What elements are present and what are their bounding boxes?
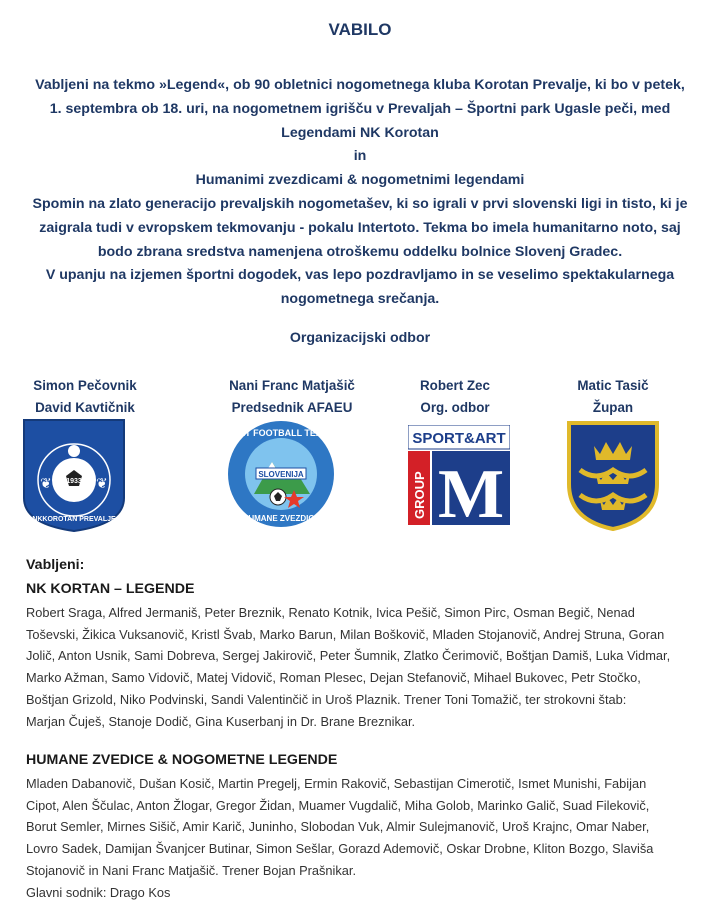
signatory-name: Nani Franc Matjašič bbox=[229, 378, 355, 393]
org-committee-heading: Organizacijski odbor bbox=[289, 330, 431, 346]
roster-line: Boštjan Grizold, Niko Podvinski, Sandi Valentinčič in Uroš Plaznik. Trener Toni Tomažič, ter strokovni štab: bbox=[26, 691, 627, 707]
intro-text bbox=[24, 74, 696, 312]
page-title: VABILO bbox=[328, 20, 392, 39]
roster-line: Toševski, Žikica Vuksanovič, Kristl Švab, Marko Barun, Milan Boškovič, Mladen Stojanovič, Andrej Struna, Goran bbox=[26, 626, 665, 642]
roster-line: Stojanovič in Nani Franc Matjašič. Trener Bojan Prašnikar. bbox=[26, 862, 357, 878]
roster-line: Marko Ažman, Samo Vidovič, Matej Vidovič, Roman Plesec, Dejan Stefanovič, Mihael Bukovec, Petr Stočko, bbox=[26, 670, 641, 686]
intro-line: Vabljeni na tekmo »Legend«, ob 90 obletnici nogometnega kluba Korotan Prevalje, ki bo v petek, bbox=[35, 77, 685, 93]
svg-text:❦: ❦ bbox=[40, 475, 52, 491]
referee-line: Glavni sodnik: Drago Kos bbox=[26, 884, 171, 900]
signatory-3 bbox=[370, 375, 540, 418]
signatory-name: Simon Pečovnik bbox=[33, 378, 137, 393]
intro-line: bodo zbrana sredstva namenjena otroškemu oddelku bolnice Slovenj Gradec. bbox=[97, 243, 623, 260]
signatory-role: Predsednik AFAEU bbox=[231, 399, 353, 415]
svg-text:❦: ❦ bbox=[96, 475, 108, 491]
afaeu-logo bbox=[226, 418, 336, 530]
invited-label: Vabljeni: bbox=[26, 557, 85, 573]
intro-line: nogometnega srečanja. bbox=[280, 291, 440, 308]
intro-line: 1. septembra ob 18. uri, na nogometnem igrišču v Prevaljah – Športni park Ugasle peči, med bbox=[49, 100, 671, 117]
korotan-year: 1933 bbox=[66, 478, 82, 485]
signatory-role: Župan bbox=[592, 399, 634, 415]
intro-line: Legendami NK Korotan bbox=[281, 124, 439, 141]
roster-line: Jolič, Anton Usnik, Sami Dobreva, Sergej Jakirovič, Peter Šumnik, Zlatko Čerimovič, Boštjan Damiš, Luka Vidmar, bbox=[26, 648, 671, 664]
roster-line: Marjan Čuješ, Stanoje Dodič, Gina Kuserbanj in Dr. Brane Breznikar. bbox=[26, 713, 416, 729]
team1-roster bbox=[26, 602, 706, 732]
nk-korotan-logo bbox=[22, 418, 126, 533]
signatory-4 bbox=[528, 375, 698, 418]
intro-line: in bbox=[353, 148, 367, 165]
signatory-1 bbox=[0, 375, 170, 418]
korotan-name: NKKOROTAN PREVALJE bbox=[32, 516, 116, 523]
signatory-name: Matic Tasič bbox=[577, 378, 649, 393]
roster-line: Lovro Sadek, Damijan Švanjcer Butinar, Simon Sešlar, Gorazd Ademovič, Oskar Drobne, Kliton Bozgo, Slaviša bbox=[26, 841, 654, 857]
team2-heading: HUMANE ZVEDICE & NOGOMETNE LEGENDE bbox=[26, 752, 338, 768]
afaeu-top-text: ART FOOTBALL TEAM bbox=[232, 428, 330, 438]
roster-line: Mladen Dabanovič, Dušan Kosič, Martin Pregelj, Ermin Rakovič, Sebastijan Cimerotič, Ismet Munishi, Fabijan bbox=[26, 776, 647, 791]
prevalje-coat-of-arms bbox=[566, 420, 660, 532]
sportart-side-text: GROUP bbox=[412, 471, 427, 519]
afaeu-bottom-text: HUMANE ZVEZDICE bbox=[242, 514, 320, 523]
sportart-letter: M bbox=[437, 456, 505, 525]
sportart-top-text: SPORT&ART bbox=[412, 430, 506, 447]
team2-roster bbox=[26, 773, 706, 903]
afaeu-country: SLOVENIJA bbox=[258, 470, 304, 479]
roster-line: Borut Semler, Mirnes Sišič, Amir Karič, Juninho, Slobodan Vuk, Almir Sulejmanovič, Uroš Krajnc, Omar Naber, bbox=[26, 819, 650, 835]
intro-line: Spomin na zlato generacijo prevaljskih nogometašev, ki so igrali v prvi slovenski ligi in tisto, ki je bbox=[32, 195, 688, 212]
intro-line: Humanimi zvezdicami & nogometnimi legendami bbox=[195, 172, 525, 189]
signatory-2 bbox=[202, 375, 382, 418]
signatory-name: Robert Zec bbox=[420, 378, 490, 393]
roster-line: Robert Sraga, Alfred Jermaniš, Peter Breznik, Renato Kotnik, Ivica Pešič, Simon Pirc, Osman Begič, Nenad bbox=[26, 605, 635, 620]
sport-art-group-logo bbox=[408, 425, 510, 525]
intro-line: V upanju na izjemen športni dogodek, vas lepo pozdravljamo in se veselimo spektakularnega bbox=[45, 267, 675, 284]
signatory-role: David Kavtičnik bbox=[35, 399, 135, 415]
roster-line: Cipot, Alen Ščulac, Anton Žlogar, Gregor Židan, Muamer Vugdalič, Miha Golob, Marinko Galič, Suad Filekovič, bbox=[26, 797, 650, 813]
intro-line: zaigrala tudi v evropskem tekmovanju - pokalu Intertoto. Tekma bo imela humanitarno noto, saj bbox=[39, 219, 681, 236]
team1-heading: NK KORTAN – LEGENDE bbox=[26, 581, 195, 597]
signatory-role: Org. odbor bbox=[420, 399, 490, 415]
